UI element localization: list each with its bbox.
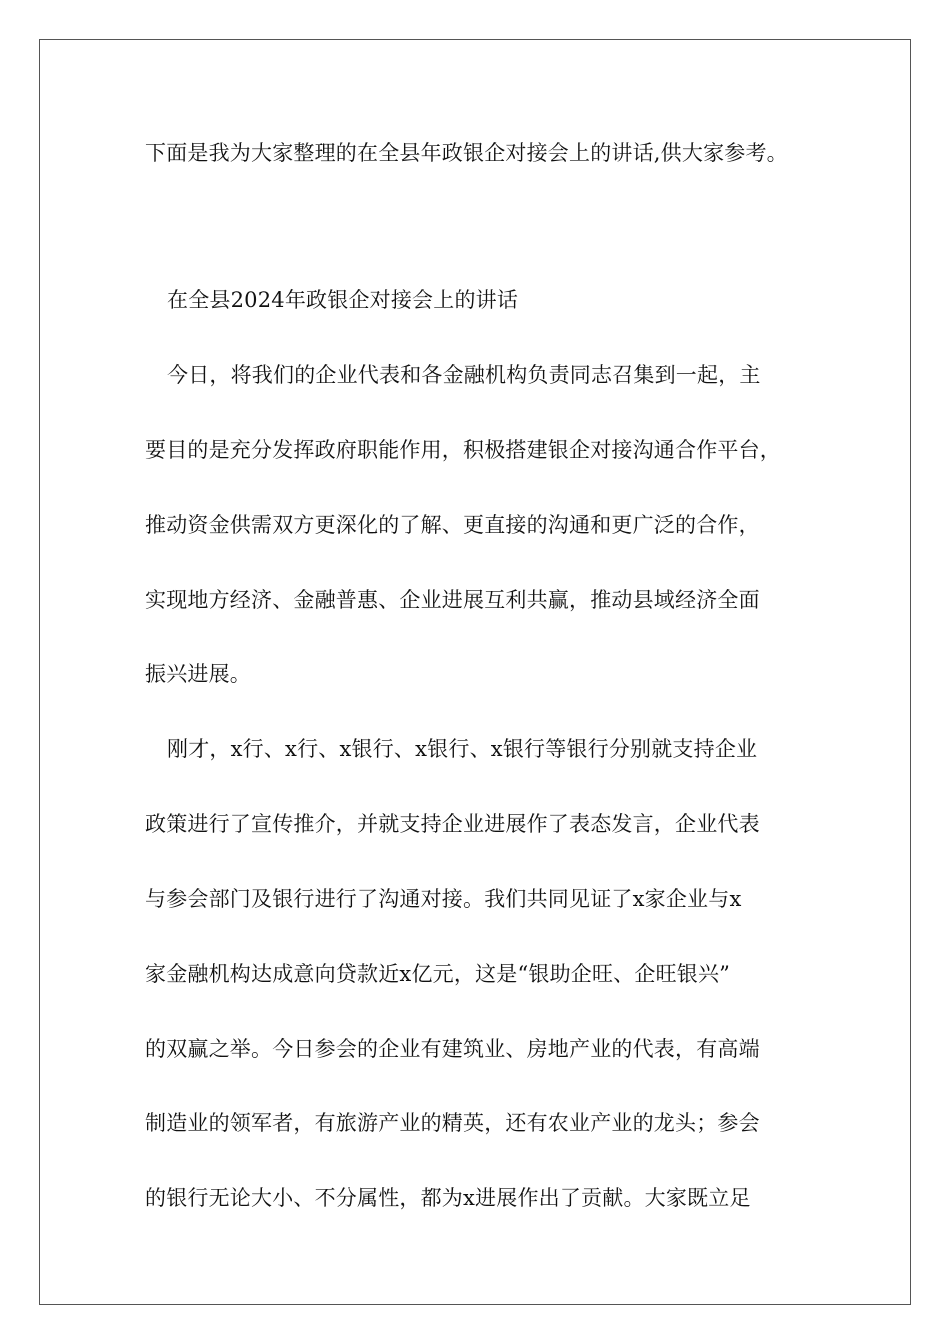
- body-line: 推动资金供需双方更深化的了解、更直接的沟通和更广泛的合作，: [145, 513, 760, 537]
- speech-title: 在全县2024年政银企对接会上的讲话: [167, 288, 519, 312]
- body-line: 今日，将我们的企业代表和各金融机构负责同志召集到一起，主: [167, 363, 761, 387]
- body-line: 制造业的领军者，有旅游产业的精英，还有农业产业的龙头；参会: [145, 1111, 760, 1135]
- body-line: 振兴进展。: [145, 662, 251, 686]
- body-line: 政策进行了宣传推介，并就支持企业进展作了表态发言，企业代表: [145, 812, 760, 836]
- body-line: 的银行无论大小、不分属性，都为x进展作出了贡献。大家既立足: [145, 1186, 751, 1210]
- body-line: 与参会部门及银行进行了沟通对接。我们共同见证了x家企业与x: [145, 887, 742, 911]
- intro-text: 下面是我为大家整理的在全县年政银企对接会上的讲话,供大家参考。: [145, 141, 788, 165]
- body-line: 家金融机构达成意向贷款近x亿元，这是“银助企旺、企旺银兴”: [145, 962, 731, 986]
- body-line: 实现地方经济、金融普惠、企业进展互利共赢，推动县域经济全面: [145, 588, 760, 612]
- body-line: 的双赢之举。今日参会的企业有建筑业、房地产业的代表，有高端: [145, 1037, 760, 1061]
- body-line: 刚才，x行、x行、x银行、x银行、x银行等银行分别就支持企业: [167, 737, 758, 761]
- body-line: 要目的是充分发挥政府职能作用，积极搭建银企对接沟通合作平台，: [145, 438, 781, 462]
